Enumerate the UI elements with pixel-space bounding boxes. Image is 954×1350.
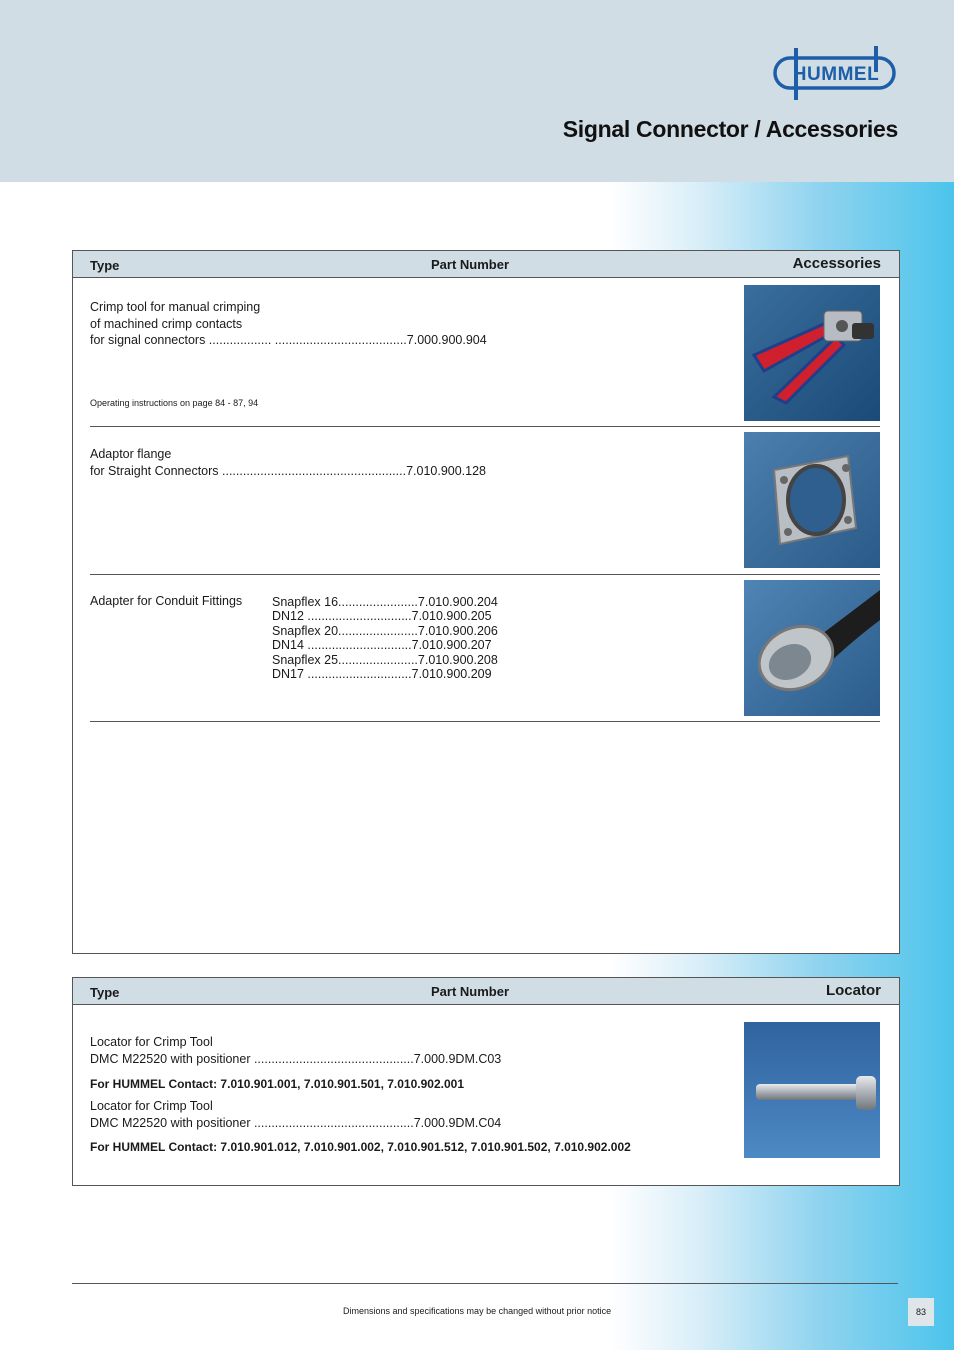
page-header: [0, 0, 954, 182]
svg-text:HUMMEL: HUMMEL: [792, 64, 880, 85]
locator-pin-photo: [744, 1022, 880, 1158]
locator-c03-contacts: For HUMMEL Contact: 7.010.901.001, 7.010.901.501, 7.010.902.001: [90, 1077, 464, 1091]
column-header-type: Type: [90, 258, 120, 273]
column-header-part-number: Part Number: [431, 257, 510, 272]
row-divider: [90, 574, 880, 575]
locator-c04-description: Locator for Crimp Tool DMC M22520 with positioner ..............................................7.000.9DM.C04: [90, 1099, 502, 1130]
locator-panel: [72, 977, 900, 1186]
locator-table-header: [73, 978, 899, 1005]
locator-c03-description: Locator for Crimp Tool DMC M22520 with positioner ..............................................7.000.9DM.C03: [90, 1035, 502, 1066]
conduit-adapter-label: Adapter for Conduit Fittings: [90, 594, 243, 608]
conduit-adapter-photo: [744, 580, 880, 716]
footer-disclaimer: Dimensions and specifications may be changed without prior notice: [343, 1306, 612, 1316]
section-title-accessories: Accessories: [792, 255, 881, 272]
page-title: Signal Connector / Accessories: [562, 116, 898, 142]
operating-instructions-note: Operating instructions on page 84 - 87, 94: [90, 398, 259, 408]
crimp-tool-photo: [744, 285, 880, 421]
hummel-logo: [772, 44, 900, 102]
column-header-part-number: Part Number: [431, 984, 510, 999]
accessories-panel: [72, 250, 900, 954]
column-header-type: Type: [90, 985, 120, 1000]
accessories-table-header: [73, 251, 899, 278]
row-divider: [90, 721, 880, 722]
page-number: 83: [908, 1298, 934, 1326]
conduit-adapter-variants: Snapflex 16.......................7.010.900.204 DN12 ..............................7.010.900.205 Snapflex 20.......................7.010.900.206 DN14 ..............................7.010.900.207 Snapflex 25.......................7.010.900.208 DN17 ..............................7.010.900.209: [272, 595, 498, 682]
locator-c04-contacts: For HUMMEL Contact: 7.010.901.012, 7.010.901.002, 7.010.901.512, 7.010.901.502, 7.010.902.002: [90, 1140, 631, 1154]
crimp-tool-description: Crimp tool for manual crimping of machined crimp contacts for signal connectors .................. ......................................7.000.900.904: [90, 300, 487, 347]
section-title-locator: Locator: [825, 982, 881, 999]
adaptor-flange-photo: [744, 432, 880, 568]
row-divider: [90, 426, 880, 427]
footer-divider: [72, 1283, 898, 1284]
adaptor-flange-description: Adaptor flange for Straight Connectors .....................................................7.010.900.128: [90, 447, 487, 478]
